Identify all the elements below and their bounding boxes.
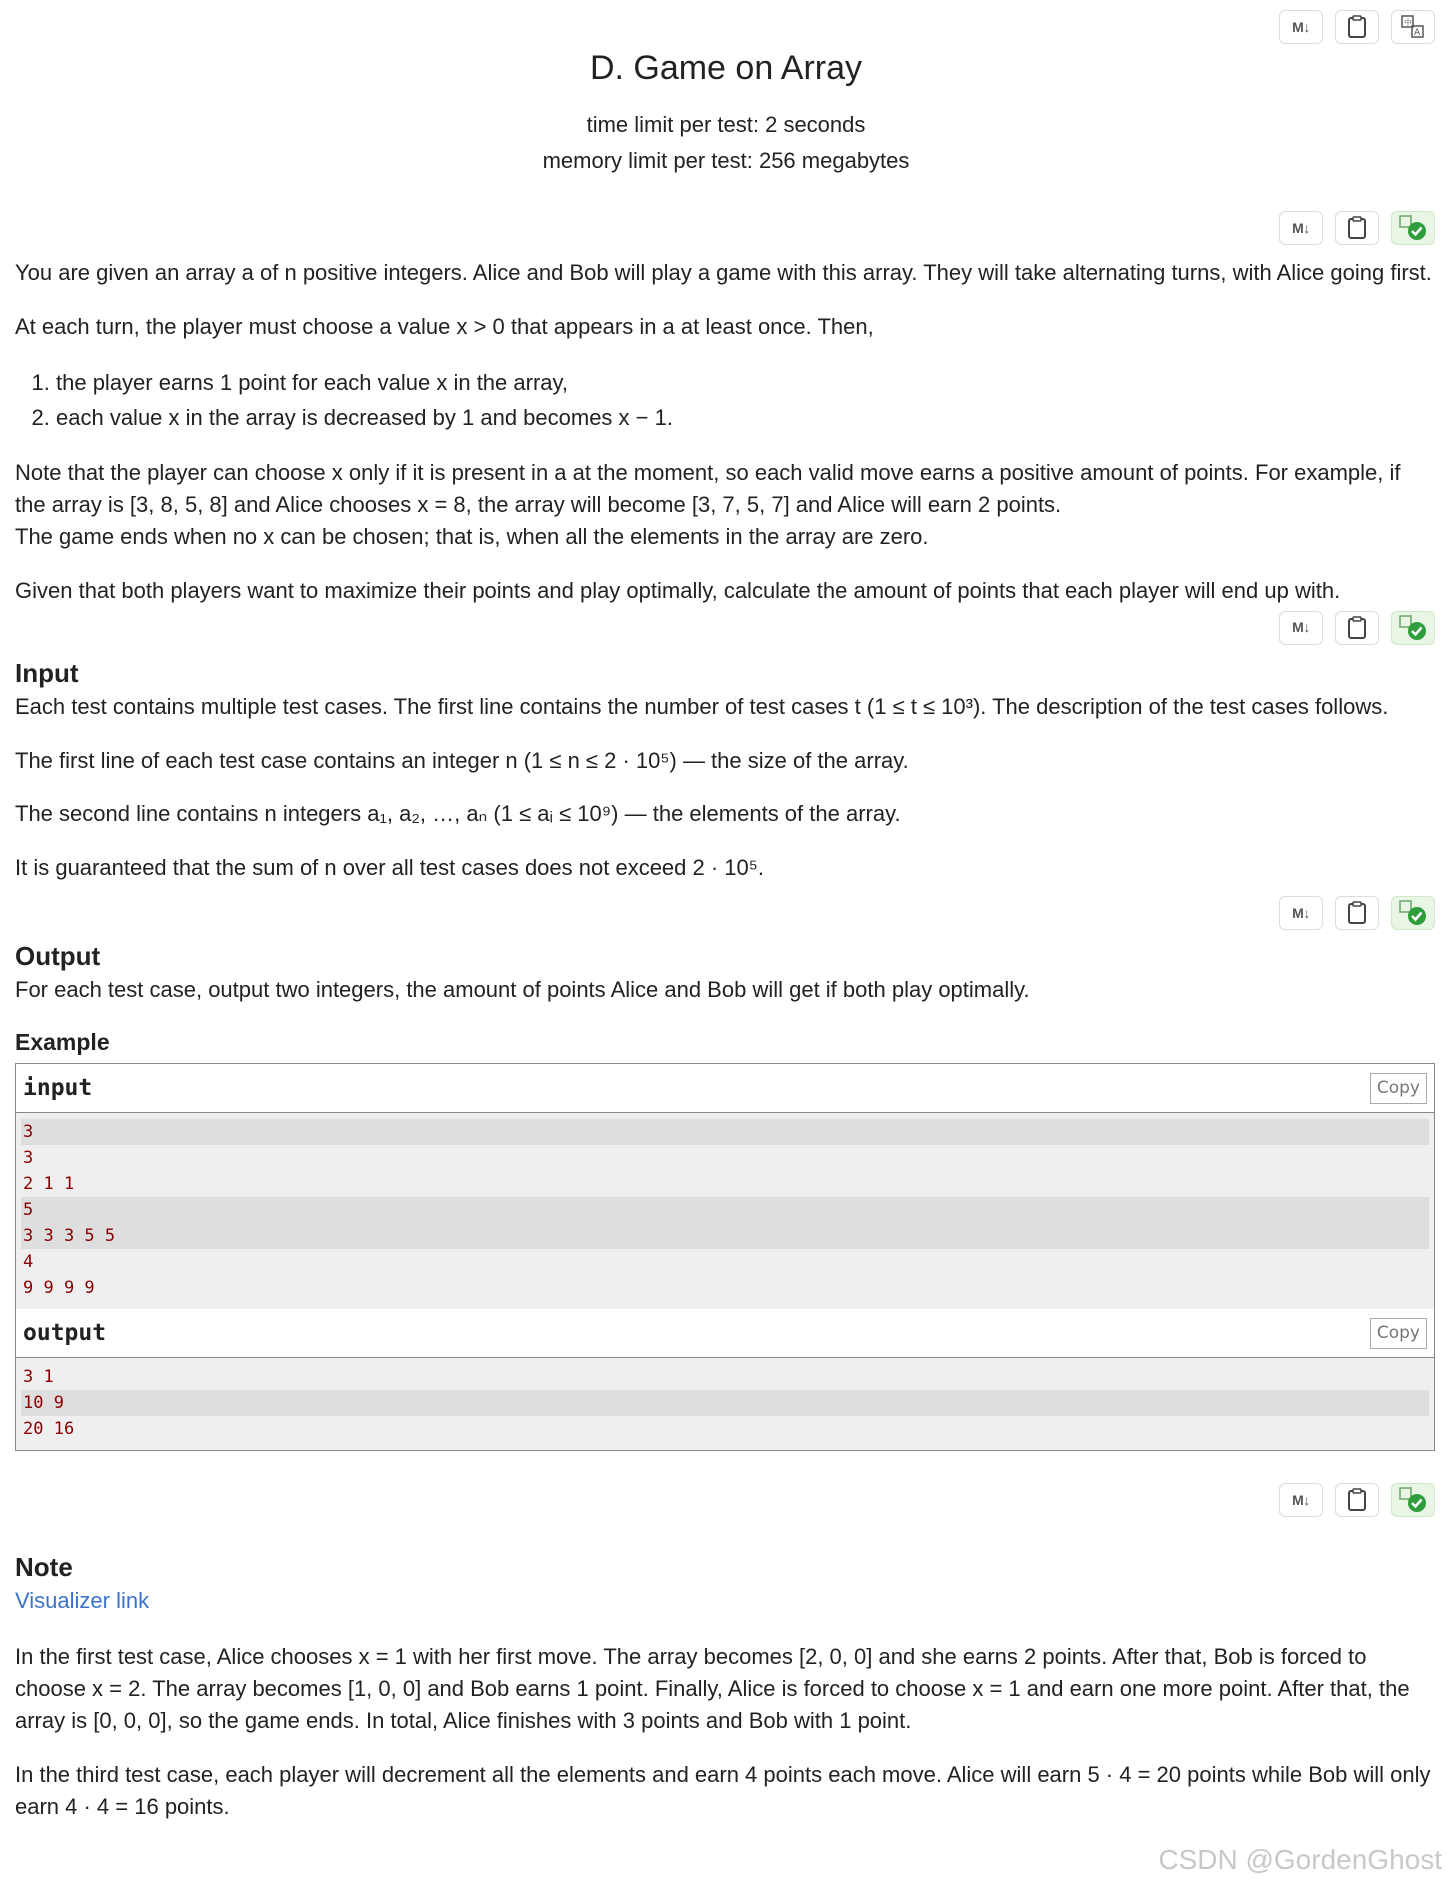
- input-paragraph: The first line of each test case contains an integer n (1 ≤ n ≤ 2 · 10⁵) — the size of the array.: [15, 747, 909, 773]
- output-line: 20 16: [23, 1419, 75, 1440]
- markdown-button[interactable]: [1279, 1483, 1323, 1517]
- output-toolbar: [1279, 896, 1435, 930]
- markdown-icon: M↓: [1292, 18, 1310, 35]
- clipboard-icon: [1347, 901, 1367, 925]
- output-paragraph: For each test case, output two integers, the amount of points Alice and Bob will get if both play optimally.: [15, 977, 1030, 1003]
- markdown-button[interactable]: [1279, 211, 1323, 245]
- memory-limit: memory limit per test: 256 megabytes: [542, 148, 910, 174]
- statement-paragraph: Note that the player can choose x only if it is present in a at the moment, so each valid move earns a positive amount of points. For example, if the array is [3, 8, 5, 8] and Alice chooses x = 8, the array will become [3, 7, 5, 7] and Alice will earn 2 points.: [15, 460, 1401, 517]
- translate-done-button[interactable]: [1391, 896, 1435, 930]
- output-toolbar-row: [15, 888, 1437, 938]
- watermark: CSDN @GordenGhost: [1158, 1844, 1442, 1876]
- note-paragraph: In the first test case, Alice chooses x = 1 with her first move. The array becomes [2, 0, 0] and she earns 2 points. After that, Bob is forced to choose x = 2. The array becomes [1, 0, 0] and Bob earns 1 point. Finally, Alice is forced to choose x = 1 and earn one more point. After that, the array is [0, 0, 0], so the game ends. In total, Alice finishes with 3 points and Bob with 1 point.: [15, 1644, 1410, 1734]
- copy-button[interactable]: [1335, 211, 1379, 245]
- statement-section: [15, 257, 1437, 606]
- markdown-button[interactable]: [1279, 896, 1323, 930]
- output-body: [16, 1358, 1434, 1450]
- copy-button[interactable]: [1335, 896, 1379, 930]
- statement-paragraph: You are given an array a of n positive integers. Alice and Bob will play a game with this array. They will take alternating turns, with Alice going first.: [15, 260, 1432, 286]
- input-paragraph: Each test contains multiple test cases. The first line contains the number of test cases t (1 ≤ t ≤ 10³). The description of the test cases follows.: [15, 693, 1389, 719]
- problem-header: [15, 0, 1437, 179]
- statement-toolbar: [1279, 211, 1435, 245]
- clipboard-icon: [1347, 1488, 1367, 1512]
- input-body: [16, 1113, 1434, 1309]
- output-header: [16, 1309, 1434, 1358]
- translate-check-icon: [1398, 614, 1428, 642]
- translate-icon: [1400, 14, 1426, 40]
- sample-tests: [15, 1063, 1435, 1451]
- input-paragraph: It is guaranteed that the sum of n over all test cases does not exceed 2 · 10⁵.: [15, 855, 764, 881]
- input-header: [16, 1064, 1434, 1113]
- note-section: [15, 1549, 1437, 1822]
- copy-input-button[interactable]: Copy: [1370, 1073, 1427, 1104]
- translate-check-icon: [1398, 899, 1428, 927]
- input-toolbar-row: [15, 611, 1437, 655]
- input-line: 5: [21, 1197, 1429, 1223]
- output-line: 3 1: [23, 1367, 54, 1388]
- input-paragraph: The second line contains n integers a₁, a₂, …, aₙ (1 ≤ aᵢ ≤ 10⁹) — the elements of the array.: [15, 801, 901, 827]
- translate-done-button[interactable]: [1391, 611, 1435, 645]
- input-line: 9 9 9 9: [23, 1278, 95, 1299]
- markdown-button[interactable]: [1279, 10, 1323, 44]
- input-section: [15, 655, 1437, 885]
- clipboard-icon: [1347, 216, 1367, 240]
- rule-item: 2. each value x in the array is decreased by 1 and becomes x − 1.: [56, 400, 1437, 435]
- input-toolbar: [1279, 611, 1435, 645]
- copy-output-button[interactable]: Copy: [1370, 1318, 1427, 1349]
- output-line: 10 9: [21, 1390, 1429, 1416]
- input-line: 3: [21, 1119, 1429, 1145]
- output-section: [15, 938, 1437, 1006]
- visualizer-link[interactable]: Visualizer link: [15, 1588, 150, 1614]
- translate-check-icon: [1398, 1486, 1428, 1514]
- input-line: 2 1 1: [23, 1174, 75, 1195]
- markdown-icon: M↓: [1292, 1492, 1310, 1509]
- markdown-icon: M↓: [1292, 619, 1310, 636]
- statement-toolbar-row: [15, 209, 1437, 257]
- input-line: 3: [23, 1148, 34, 1169]
- example-title: Example: [15, 1029, 110, 1056]
- translate-button[interactable]: [1391, 10, 1435, 44]
- time-limit: time limit per test: 2 seconds: [586, 112, 866, 138]
- markdown-icon: M↓: [1292, 905, 1310, 922]
- translate-done-button[interactable]: [1391, 1483, 1435, 1517]
- note-title: Note: [15, 1552, 73, 1583]
- output-title: Output: [15, 941, 101, 972]
- copy-button[interactable]: [1335, 611, 1379, 645]
- input-line: 4: [23, 1252, 34, 1273]
- markdown-button[interactable]: [1279, 611, 1323, 645]
- example-section: [15, 1026, 1437, 1451]
- translate-done-button[interactable]: [1391, 211, 1435, 245]
- output-label: output: [23, 1319, 107, 1346]
- note-toolbar: [1279, 1483, 1435, 1517]
- svg-text:A: A: [1414, 28, 1421, 38]
- note-paragraph: In the third test case, each player will decrement all the elements and earn 4 points each move. Alice will earn 5 · 4 = 20 points while Bob will only earn 4 · 4 = 16 points.: [15, 1762, 1431, 1819]
- copy-button[interactable]: [1335, 10, 1379, 44]
- rules-list: [15, 365, 1437, 435]
- statement-paragraph: Given that both players want to maximize their points and play optimally, calculate the amount of points that each player will end up with.: [15, 577, 1341, 603]
- rule-item: 1. the player earns 1 point for each value x in the array,: [56, 365, 1437, 400]
- input-label: input: [23, 1074, 93, 1101]
- page-title: D. Game on Array: [589, 49, 863, 87]
- translate-check-icon: [1398, 214, 1428, 242]
- svg-text:中: 中: [1404, 18, 1412, 27]
- input-line: 3 3 3 5 5: [21, 1223, 1429, 1249]
- copy-button[interactable]: [1335, 1483, 1379, 1517]
- statement-paragraph: At each turn, the player must choose a value x > 0 that appears in a at least once. Then,: [15, 314, 874, 340]
- markdown-icon: M↓: [1292, 220, 1310, 237]
- clipboard-icon: [1347, 15, 1367, 39]
- note-toolbar-row: [15, 1451, 1437, 1531]
- statement-paragraph: The game ends when no x can be chosen; that is, when all the elements in the array are zero.: [15, 523, 929, 549]
- clipboard-icon: [1347, 616, 1367, 640]
- input-title: Input: [15, 657, 79, 688]
- header-toolbar: [1279, 10, 1435, 44]
